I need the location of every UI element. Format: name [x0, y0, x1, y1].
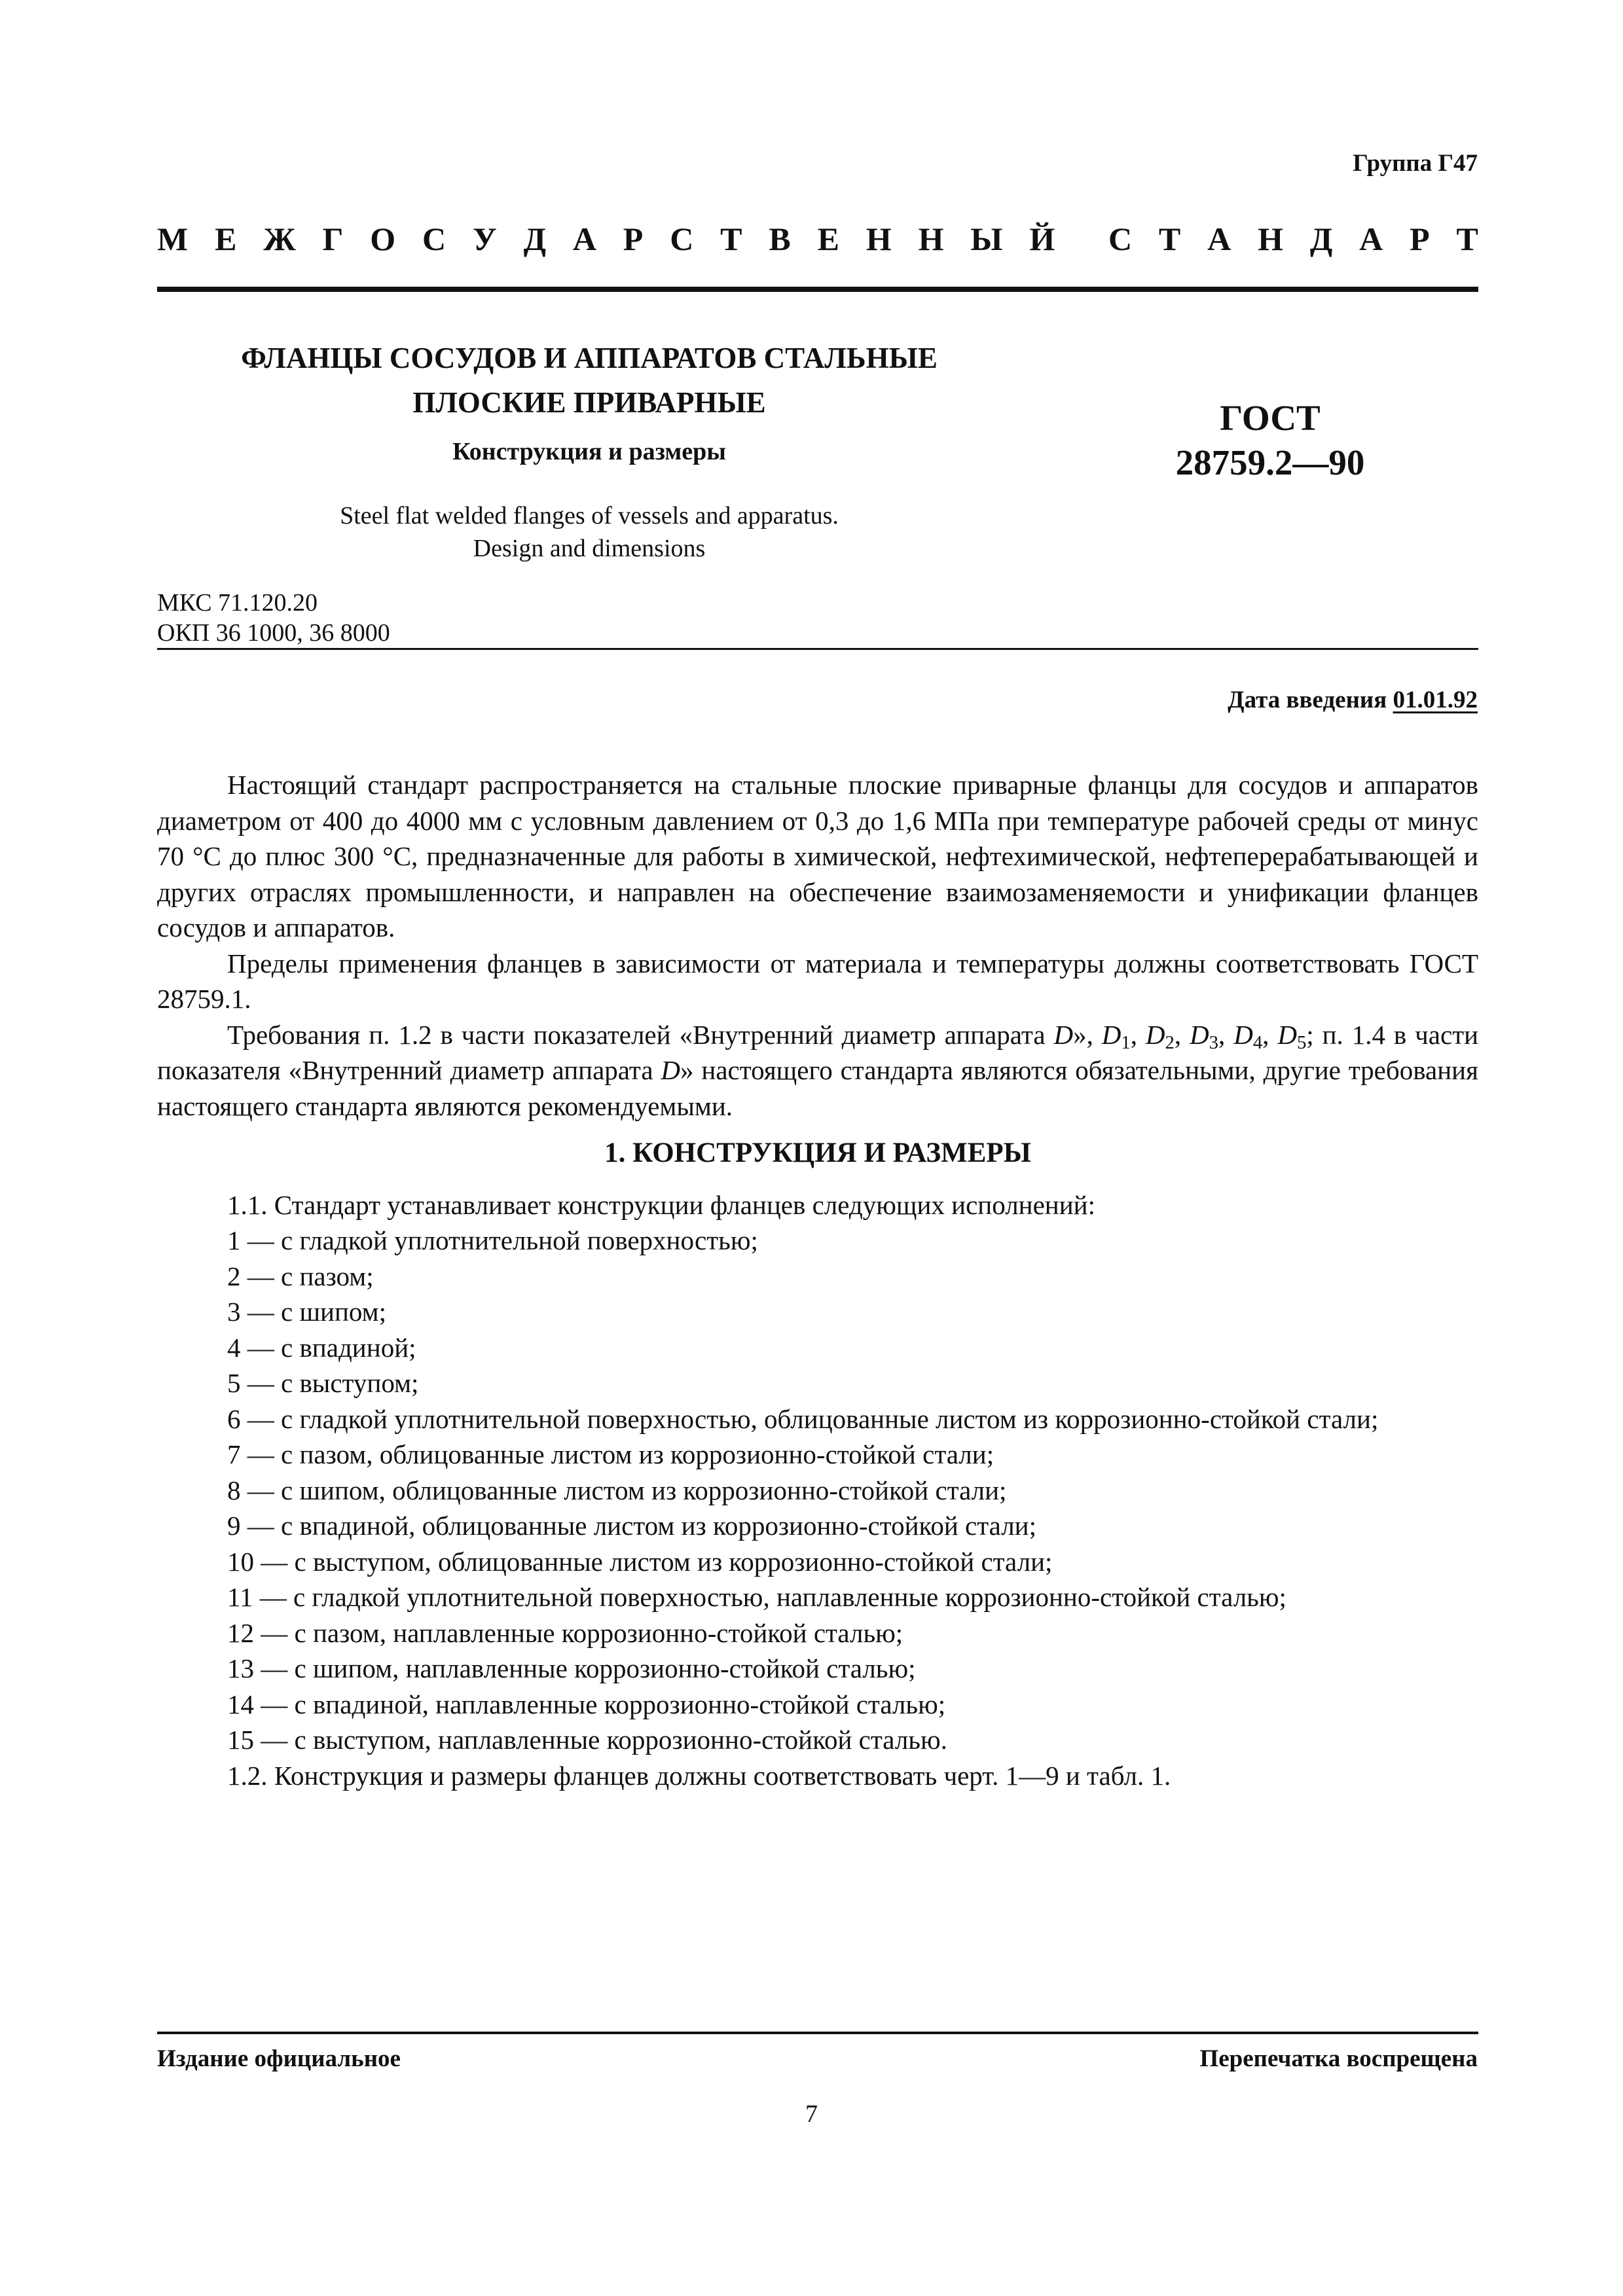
banner-letter: С: [1108, 221, 1133, 257]
text-run: »,: [1073, 1019, 1102, 1050]
page-number: 7: [805, 2100, 818, 2128]
reprint-prohibited-note: Перепечатка воспрещена: [1199, 2045, 1478, 2072]
english-title-line-2: Design and dimensions: [473, 535, 706, 562]
version-list-item: 14 — с впадиной, наплавленные коррозионно-стойкой сталью;: [227, 1689, 946, 1719]
banner-letter: С: [422, 221, 447, 257]
diameter-symbol: D: [1145, 1019, 1165, 1050]
banner-letter: Й: [1029, 221, 1055, 257]
version-list-item: 9 — с впадиной, облицованные листом из коррозионно-стойкой стали;: [227, 1511, 1037, 1541]
banner-letter: О: [370, 221, 396, 257]
gost-label: ГОСТ: [1220, 398, 1321, 438]
diameter-symbol: D: [1053, 1019, 1074, 1050]
section-heading: 1. КОНСТРУКЦИЯ И РАЗМЕРЫ: [604, 1138, 1031, 1168]
gost-number: [1106, 396, 1434, 485]
banner-letter: Н: [918, 221, 944, 257]
version-list-item: 3 — с шипом;: [227, 1297, 386, 1327]
diameter-subscript: 3: [1209, 1031, 1219, 1053]
text-run: ; п. 1.4 в части показателя «Внутренний диаметр аппарата: [157, 1019, 1479, 1085]
date-label: Дата введения: [1228, 687, 1393, 713]
document-title: [157, 336, 1021, 425]
version-list-item: 5 — с выступом;: [227, 1368, 419, 1398]
banner-letter: А: [1359, 221, 1383, 257]
banner-letter: Т: [1456, 221, 1478, 257]
date-value: 01.01.92: [1393, 687, 1478, 713]
english-title-line-1: Steel flat welded flanges of vessels and apparatus.: [340, 502, 839, 529]
mks-code: МКС 71.120.20: [157, 589, 318, 617]
diameter-subscript: 1: [1121, 1031, 1131, 1053]
diameter-symbol: D: [1101, 1019, 1122, 1050]
diameter-subscript: 2: [1165, 1031, 1175, 1053]
version-list-item: 2 — с пазом;: [227, 1261, 374, 1291]
english-title: [157, 499, 1021, 565]
banner-letter: Р: [623, 221, 644, 257]
banner-letter: А: [572, 221, 596, 257]
banner-letter: Ж: [263, 221, 296, 257]
group-code: Группа Г47: [1353, 150, 1478, 177]
title-line-1: ФЛАНЦЫ СОСУДОВ И АППАРАТОВ СТАЛЬНЫЕ: [241, 342, 938, 374]
banner-letter: С: [670, 221, 694, 257]
paragraph-requirements: Требования п. 1.2 в части показателей «Внутренний диаметр аппарата D», $D_1$, $D_2$, $D_3$, $D_4$, $D_5$; п. 1.4 в части показателя «Внутренний диаметр аппарата D» настоящего стандарта являются обязательными, другие требования настоящего стандарта являются рекомендуемыми.: [157, 1019, 1479, 1121]
diameter-subscript: 5: [1296, 1031, 1307, 1053]
version-list-item: 13 — с шипом, наплавленные коррозионно-стойкой сталью;: [227, 1653, 916, 1683]
text-run: Требования п. 1.2 в части показателей «Внутренний диаметр аппарата: [227, 1019, 1054, 1050]
banner-letter: Г: [322, 221, 344, 257]
version-list-item: 11 — с гладкой уплотнительной поверхностью, наплавленные коррозионно-стойкой сталью;: [227, 1582, 1286, 1612]
gost-code-value: 28759.2—90: [1175, 442, 1365, 482]
footer-rule: [157, 2032, 1478, 2034]
document-subtitle: Конструкция и размеры: [452, 438, 726, 465]
diameter-subscript: 4: [1252, 1031, 1263, 1053]
banner-letter: Н: [1258, 221, 1284, 257]
document-body: [157, 767, 1478, 1793]
header-rule: [157, 287, 1478, 292]
diameter-symbol: D: [1277, 1019, 1297, 1050]
clause-1-2: 1.2. Конструкция и размеры фланцев должны соответствовать черт. 1—9 и табл. 1.: [227, 1760, 1171, 1791]
diameter-symbol: D: [661, 1055, 681, 1085]
version-list-item: 15 — с выступом, наплавленные коррозионно-стойкой сталью.: [227, 1725, 947, 1755]
banner-letter: Е: [215, 221, 237, 257]
classification-rule: [157, 648, 1478, 650]
banner-letter: М: [157, 221, 189, 257]
banner-letter: Д: [1309, 221, 1333, 257]
banner-letter: В: [769, 221, 791, 257]
version-list-item: 4 — с впадиной;: [227, 1332, 416, 1363]
banner-letter: У: [473, 221, 497, 257]
version-list-item: 7 — с пазом, облицованные листом из коррозионно-стойкой стали;: [227, 1439, 994, 1469]
version-list-item: 10 — с выступом, облицованные листом из коррозионно-стойкой стали;: [227, 1546, 1053, 1577]
version-list-item: 1 — с гладкой уплотнительной поверхностью;: [227, 1225, 758, 1255]
official-edition-note: Издание официальное: [157, 2045, 401, 2072]
banner-letter: Н: [866, 221, 892, 257]
version-list: [157, 1223, 1478, 1758]
diameter-symbol: D: [1233, 1019, 1253, 1050]
title-line-2: ПЛОСКИЕ ПРИВАРНЫЕ: [412, 386, 766, 419]
banner-letter: Е: [817, 221, 839, 257]
version-list-item: 6 — с гладкой уплотнительной поверхностью, облицованные листом из коррозионно-стойкой стали;: [227, 1403, 1379, 1434]
banner-letter: Ы: [970, 221, 1003, 257]
banner-letter: Р: [1410, 221, 1430, 257]
banner-letter: А: [1207, 221, 1231, 257]
classification-codes: [157, 588, 390, 648]
paragraph-scope: Настоящий стандарт распространяется на стальные плоские приварные фланцы для сосудов и аппаратов диаметром от 400 до 4000 мм с условным давлением от 0,3 до 1,6 МПа при температуре рабочей среды от минус 70 °С до плюс 300 °С, предназначенные для работы в химической, нефтехимической, нефтеперерабатывающей и других отраслях промышленности, и направлен на обеспечение взаимозаменяемости и унификации фланцев сосудов и аппаратов.: [157, 770, 1478, 942]
banner-letter: Т: [1158, 221, 1181, 257]
clause-1-1: 1.1. Стандарт устанавливает конструкции фланцев следующих исполнений:: [227, 1189, 1096, 1220]
text-run: » настоящего стандарта являются обязательными, другие требования настоящего стандарта являются рекомендуемыми.: [157, 1055, 1478, 1121]
interstate-standard-banner: [157, 223, 1478, 255]
diameter-symbol: D: [1190, 1019, 1209, 1050]
introduction-date: [1228, 686, 1478, 714]
banner-letter: Т: [720, 221, 742, 257]
banner-letter: Д: [523, 221, 546, 257]
version-list-item: 12 — с пазом, наплавленные коррозионно-стойкой сталью;: [227, 1617, 903, 1648]
paragraph-limits: Пределы применения фланцев в зависимости от материала и температуры должны соответствовать ГОСТ 28759.1.: [157, 948, 1478, 1014]
version-list-item: 8 — с шипом, облицованные листом из коррозионно-стойкой стали;: [227, 1475, 1007, 1505]
okp-code: ОКП 36 1000, 36 8000: [157, 619, 390, 647]
